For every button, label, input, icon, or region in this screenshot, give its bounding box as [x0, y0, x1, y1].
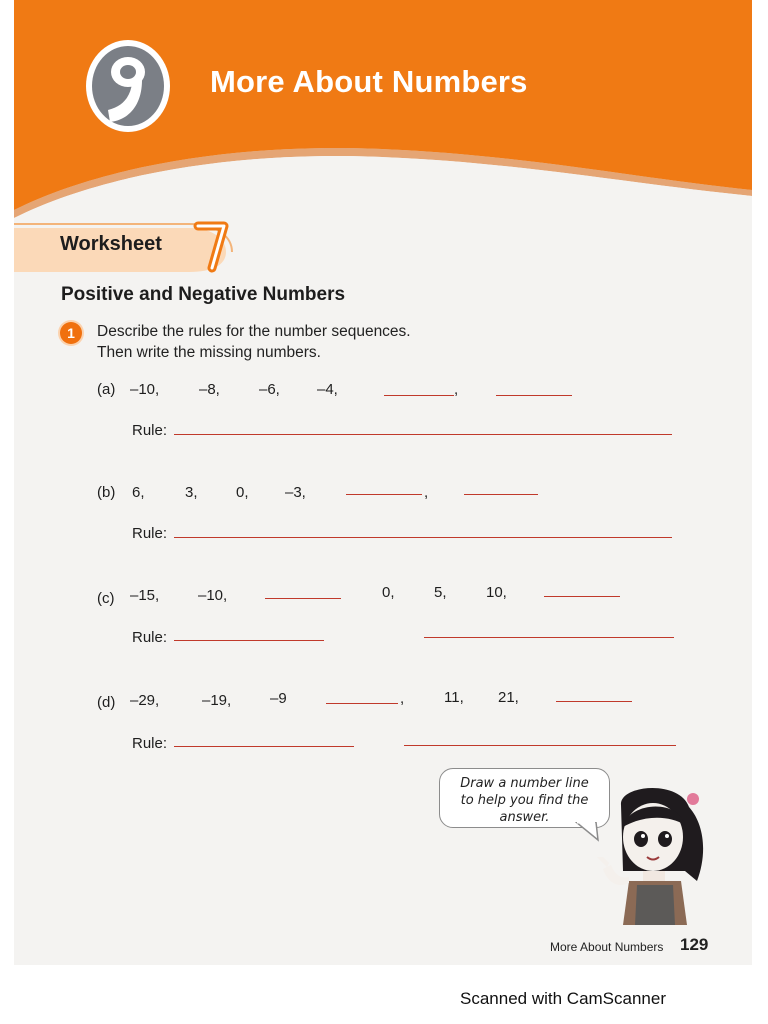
chapter-number-badge — [80, 36, 180, 136]
worksheet-number-1-icon — [190, 218, 230, 274]
sequence-term: –15, — [130, 587, 160, 604]
part-label: (d) — [97, 694, 116, 711]
rule-label: Rule: — [132, 525, 168, 542]
sequence-term: 5, — [434, 584, 447, 601]
sequence-term: 10, — [486, 584, 507, 601]
sequence-term: 11, — [444, 689, 464, 706]
answer-blank[interactable] — [265, 598, 341, 599]
hint-speech-bubble — [439, 768, 610, 828]
rule-label: Rule: — [132, 422, 168, 439]
hint-line-3: answer. — [499, 810, 550, 825]
worksheet-label: Worksheet — [60, 233, 162, 255]
rule-answer-line[interactable] — [174, 537, 672, 538]
answer-blank[interactable] — [556, 701, 632, 702]
worksheet-page — [14, 0, 752, 965]
sequence-separator: , — [400, 690, 405, 707]
section-heading: Positive and Negative Numbers — [61, 284, 346, 305]
sequence-term: –19, — [202, 692, 232, 709]
instruction-line-2: Then write the missing numbers. — [97, 344, 321, 361]
sequence-term: –4, — [317, 381, 338, 398]
sequence-term: –6, — [259, 381, 280, 398]
sequence-term: 0, — [382, 584, 395, 601]
answer-blank[interactable] — [346, 494, 422, 495]
rule-answer-line[interactable] — [174, 434, 672, 435]
hint-line-2: to help you find the — [460, 793, 589, 808]
rule-answer-line[interactable] — [404, 745, 676, 746]
sequence-term: 21, — [498, 689, 519, 706]
rule-answer-line[interactable] — [174, 640, 324, 641]
sequence-term: –8, — [199, 381, 220, 398]
sequence-term: –9 — [270, 690, 287, 707]
sequence-term: –10, — [198, 587, 228, 604]
sequence-term: –29, — [130, 692, 160, 709]
part-label: (c) — [97, 590, 115, 607]
hint-line-1: Draw a number line — [460, 776, 589, 791]
sequence-term: –3, — [285, 484, 306, 501]
answer-blank[interactable] — [544, 596, 620, 597]
camscanner-watermark: Scanned with CamScanner — [460, 989, 667, 1008]
girl-character-illustration — [589, 785, 719, 925]
answer-blank[interactable] — [326, 703, 398, 704]
part-label: (a) — [97, 381, 116, 398]
sequence-term: 0, — [236, 484, 249, 501]
instruction-line-1: Describe the rules for the number sequences. — [97, 323, 411, 340]
sequence-separator: , — [454, 381, 459, 398]
answer-blank[interactable] — [384, 395, 454, 396]
sequence-term: 6, — [132, 484, 145, 501]
page-number: 129 — [680, 935, 709, 954]
rule-label: Rule: — [132, 629, 168, 646]
footer-chapter-title: More About Numbers — [550, 940, 664, 954]
part-label: (b) — [97, 484, 116, 501]
sequence-term: –10, — [130, 381, 160, 398]
answer-blank[interactable] — [496, 395, 572, 396]
rule-label: Rule: — [132, 735, 168, 752]
sequence-term: 3, — [185, 484, 198, 501]
rule-answer-line[interactable] — [424, 637, 674, 638]
answer-blank[interactable] — [464, 494, 538, 495]
chapter-title: More About Numbers — [210, 64, 528, 99]
rule-answer-line[interactable] — [174, 746, 354, 747]
question-number-badge: 1 — [60, 322, 82, 344]
sequence-separator: , — [424, 484, 429, 501]
